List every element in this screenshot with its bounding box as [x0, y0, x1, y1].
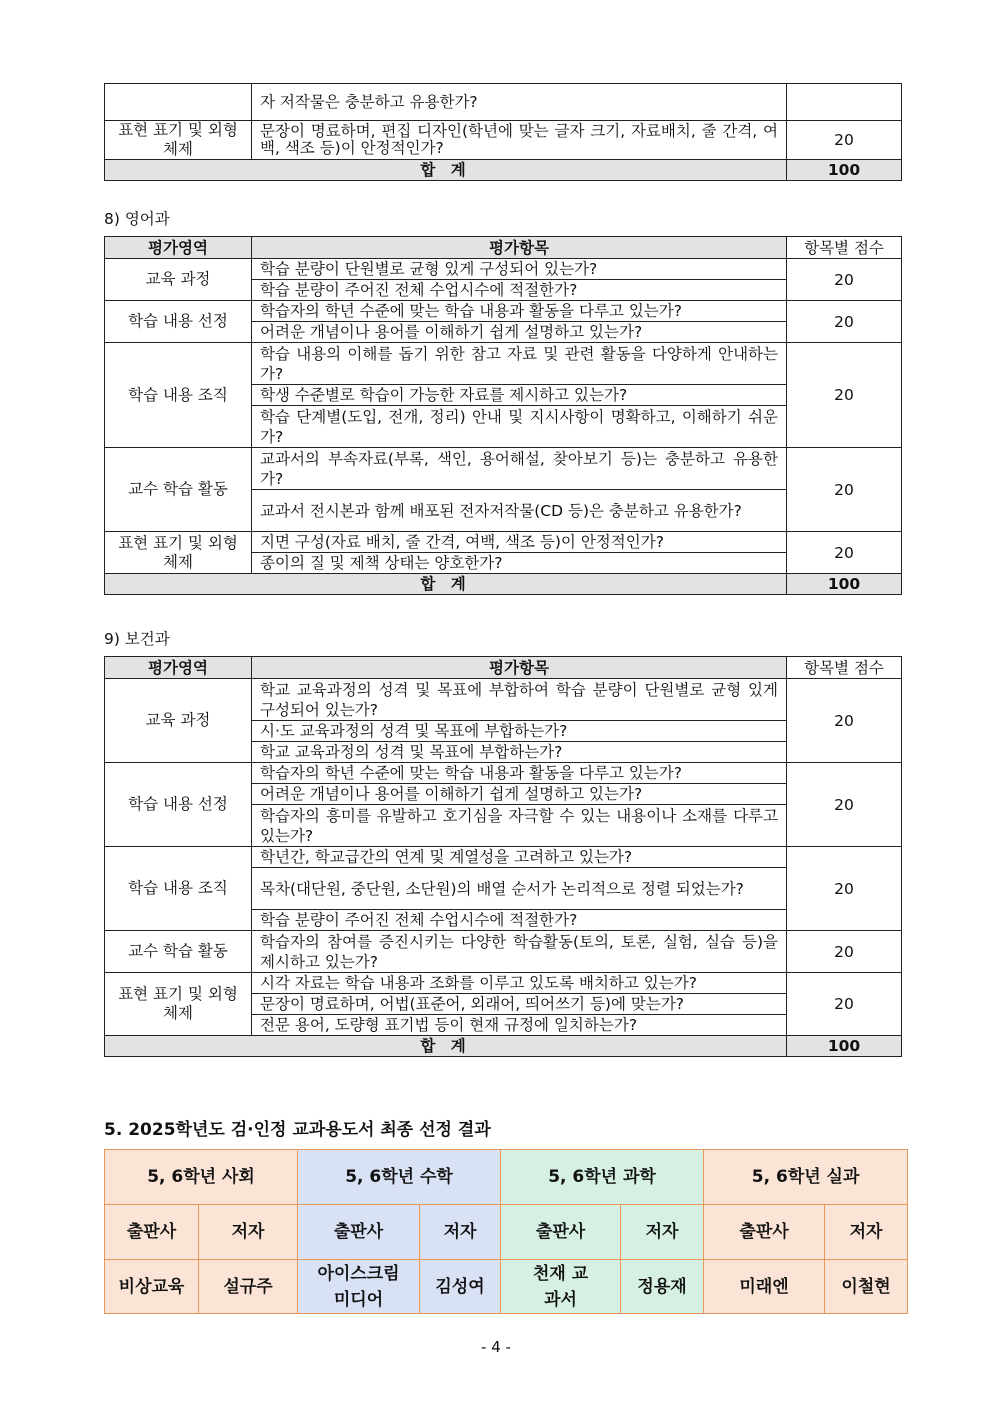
header-score: 항목별 점수 [787, 657, 902, 679]
area-cell: 학습 내용 조직 [105, 343, 252, 448]
total-label: 합 계 [105, 1036, 787, 1057]
score-cell: 20 [787, 847, 902, 931]
score-cell: 20 [787, 931, 902, 973]
section-title-health: 9) 보건과 [104, 630, 170, 648]
grade-subject-math: 5, 6학년 수학 [298, 1150, 501, 1205]
area-cell: 표현 표기 및 외형 체제 [105, 532, 252, 574]
grade-subject-social: 5, 6학년 사회 [105, 1150, 298, 1205]
item-cell: 어려운 개념이나 용어를 이해하기 쉽게 설명하고 있는가? [252, 784, 787, 805]
item-cell: 종이의 질 및 제책 상태는 양호한가? [252, 553, 787, 574]
area-cell: 교육 과정 [105, 679, 252, 763]
score-cell: 20 [787, 973, 902, 1036]
item-cell: 지면 구성(자료 배치, 줄 간격, 여백, 색조 등)이 안정적인가? [252, 532, 787, 553]
selection-result-table [104, 1149, 908, 1314]
grade-subject-practical: 5, 6학년 실과 [704, 1150, 908, 1205]
header-item: 평가항목 [252, 657, 787, 679]
item-cell: 학습자의 흥미를 유발하고 호기심을 자극할 수 있는 내용이나 소재를 다루고 있는가? [252, 805, 787, 847]
score-cell: 20 [787, 343, 902, 448]
total-score: 100 [787, 160, 902, 181]
area-cell: 표현 표기 및 외형 체제 [105, 973, 252, 1036]
author-header: 저자 [420, 1205, 501, 1260]
page-number: - 4 - [481, 1338, 511, 1356]
area-cell: 표현 표기 및 외형 체제 [105, 121, 252, 160]
author-header: 저자 [825, 1205, 908, 1260]
publisher-header: 출판사 [105, 1205, 199, 1260]
grade-subject-science: 5, 6학년 과학 [501, 1150, 704, 1205]
publisher-header: 출판사 [704, 1205, 825, 1260]
header-item: 평가항목 [252, 237, 787, 259]
item-cell: 시각 자료는 학습 내용과 조화를 이루고 있도록 배치하고 있는가? [252, 973, 787, 994]
english-evaluation-table [104, 236, 902, 595]
publisher-name: 천재 교과서 [501, 1260, 621, 1314]
score-cell: 20 [787, 679, 902, 763]
score-cell: 20 [787, 121, 902, 160]
total-score: 100 [787, 574, 902, 595]
prev-evaluation-table [104, 83, 902, 181]
item-cell: 학습자의 학년 수준에 맞는 학습 내용과 활동을 다루고 있는가? [252, 301, 787, 322]
score-cell: 20 [787, 301, 902, 343]
author-header: 저자 [199, 1205, 298, 1260]
total-label: 합 계 [105, 160, 787, 181]
item-cell: 전문 용어, 도량형 표기법 등이 현재 규정에 일치하는가? [252, 1015, 787, 1036]
item-cell: 학습자의 참여를 증진시키는 다양한 학습활동(토의, 토론, 실험, 실습 등)을 제시하고 있는가? [252, 931, 787, 973]
item-cell: 학습 단계별(도입, 전개, 정리) 안내 및 지시사항이 명확하고, 이해하기 쉬운가? [252, 406, 787, 448]
item-cell: 문장이 명료하며, 편집 디자인(학년에 맞는 글자 크기, 자료배치, 줄 간격, 여백, 색조 등)이 안정적인가? [252, 121, 787, 160]
author-name: 설규주 [199, 1260, 298, 1314]
publisher-name: 미래엔 [704, 1260, 825, 1314]
publisher-header: 출판사 [501, 1205, 621, 1260]
author-name: 이철현 [825, 1260, 908, 1314]
item-cell: 목차(대단원, 중단원, 소단원)의 배열 순서가 논리적으로 정렬 되었는가? [252, 868, 787, 910]
item-cell: 시·도 교육과정의 성격 및 목표에 부합하는가? [252, 721, 787, 742]
score-cell [787, 84, 902, 121]
area-cell: 학습 내용 선정 [105, 763, 252, 847]
item-cell: 자 저작물은 충분하고 유용한가? [252, 84, 787, 121]
score-cell: 20 [787, 763, 902, 847]
result-heading: 5. 2025학년도 검·인정 교과용도서 최종 선정 결과 [104, 1120, 491, 1140]
item-cell: 학습 분량이 단원별로 균형 있게 구성되어 있는가? [252, 259, 787, 280]
author-name: 김성여 [420, 1260, 501, 1314]
item-cell: 학교 교육과정의 성격 및 목표에 부합하여 학습 분량이 단원별로 균형 있게 구성되어 있는가? [252, 679, 787, 721]
item-cell: 학생 수준별로 학습이 가능한 자료를 제시하고 있는가? [252, 385, 787, 406]
item-cell: 학습자의 학년 수준에 맞는 학습 내용과 활동을 다루고 있는가? [252, 763, 787, 784]
item-cell: 문장이 명료하며, 어법(표준어, 외래어, 띄어쓰기 등)에 맞는가? [252, 994, 787, 1015]
score-cell: 20 [787, 532, 902, 574]
health-evaluation-table [104, 656, 902, 1057]
area-cell: 교수 학습 활동 [105, 448, 252, 532]
publisher-header: 출판사 [298, 1205, 420, 1260]
area-cell: 교수 학습 활동 [105, 931, 252, 973]
section-title-english: 8) 영어과 [104, 210, 170, 228]
publisher-name: 비상교육 [105, 1260, 199, 1314]
item-cell: 학습 분량이 주어진 전체 수업시수에 적절한가? [252, 910, 787, 931]
item-cell: 어려운 개념이나 용어를 이해하기 쉽게 설명하고 있는가? [252, 322, 787, 343]
score-cell: 20 [787, 259, 902, 301]
item-cell: 학습 분량이 주어진 전체 수업시수에 적절한가? [252, 280, 787, 301]
header-score: 항목별 점수 [787, 237, 902, 259]
score-cell: 20 [787, 448, 902, 532]
area-cell: 교육 과정 [105, 259, 252, 301]
item-cell: 교과서의 부속자료(부록, 색인, 용어해설, 찾아보기 등)는 충분하고 유용한가? [252, 448, 787, 490]
header-area: 평가영역 [105, 657, 252, 679]
author-header: 저자 [621, 1205, 704, 1260]
item-cell: 학습 내용의 이해를 돕기 위한 참고 자료 및 관련 활동을 다양하게 안내하는가? [252, 343, 787, 385]
header-area: 평가영역 [105, 237, 252, 259]
publisher-name: 아이스크림 미디어 [298, 1260, 420, 1314]
author-name: 정용재 [621, 1260, 704, 1314]
item-cell: 학년간, 학교급간의 연계 및 계열성을 고려하고 있는가? [252, 847, 787, 868]
total-score: 100 [787, 1036, 902, 1057]
total-label: 합 계 [105, 574, 787, 595]
area-cell [105, 84, 252, 121]
area-cell: 학습 내용 선정 [105, 301, 252, 343]
item-cell: 교과서 전시본과 함께 배포된 전자저작물(CD 등)은 충분하고 유용한가? [252, 490, 787, 532]
item-cell: 학교 교육과정의 성격 및 목표에 부합하는가? [252, 742, 787, 763]
area-cell: 학습 내용 조직 [105, 847, 252, 931]
